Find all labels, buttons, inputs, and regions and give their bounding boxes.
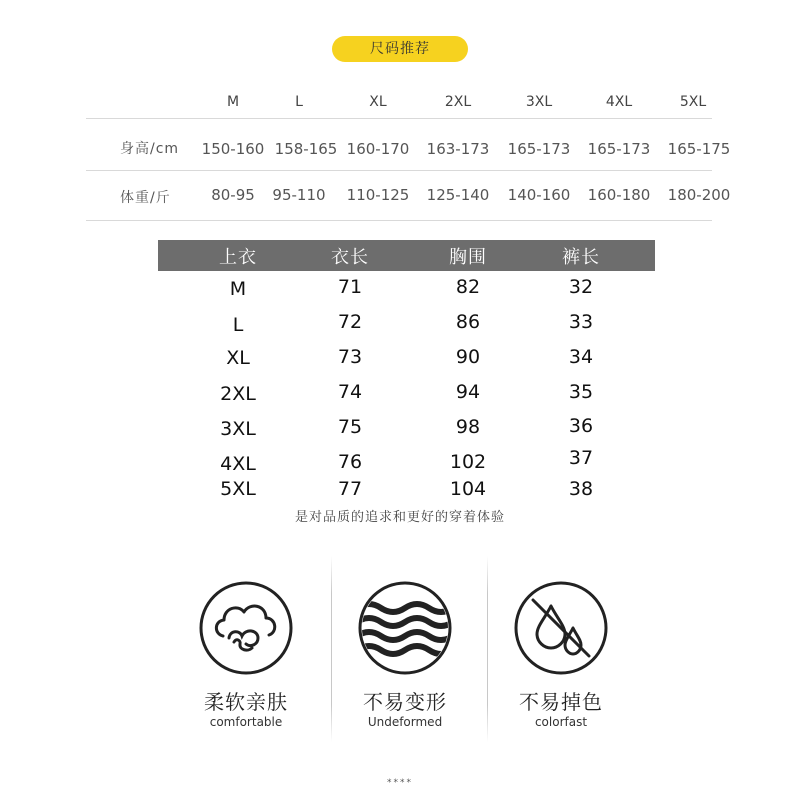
height-cell: 165-173 — [587, 140, 651, 158]
size-header-2xl: 2XL — [444, 94, 472, 110]
height-cell: 150-160 — [201, 140, 265, 158]
row-length: 72 — [337, 311, 363, 333]
row-pants: 36 — [568, 415, 594, 437]
row-pants: 32 — [568, 276, 594, 298]
feature-comfortable-en: comfortable — [209, 715, 283, 729]
row-size: 4XL — [220, 453, 256, 475]
header-pants: 裤长 — [562, 247, 600, 268]
height-cell: 158-165 — [274, 140, 338, 158]
row-size: M — [229, 278, 247, 300]
weight-cell: 180-200 — [667, 186, 731, 204]
row-length: 75 — [337, 416, 363, 438]
cloud-icon — [196, 578, 296, 678]
feature-divider — [331, 556, 332, 742]
footer-dots: **** — [387, 778, 413, 788]
size-header-l: L — [295, 94, 303, 110]
height-cell: 165-173 — [507, 140, 571, 158]
feature-colorfast-cn: 不易掉色 — [519, 690, 603, 714]
table-divider — [86, 170, 712, 171]
row-size: L — [232, 314, 244, 336]
weight-row-label: 体重/斤 — [120, 190, 171, 206]
feature-colorfast-en: colorfast — [534, 715, 588, 729]
row-chest: 86 — [455, 311, 481, 333]
weight-cell: 140-160 — [507, 186, 571, 204]
row-pants: 33 — [568, 311, 594, 333]
size-header-4xl: 4XL — [605, 94, 633, 110]
size-header-3xl: 3XL — [525, 94, 553, 110]
table-divider — [86, 118, 712, 119]
row-size: 5XL — [220, 478, 256, 500]
header-chest: 胸围 — [449, 247, 487, 268]
slogan-text: 是对品质的追求和更好的穿着体验 — [294, 510, 505, 525]
table-divider — [86, 220, 712, 221]
row-chest: 82 — [455, 276, 481, 298]
feature-undeformed-en: Undeformed — [367, 715, 443, 729]
height-row-label: 身高/cm — [120, 141, 180, 157]
weight-cell: 110-125 — [346, 186, 410, 204]
size-recommend-badge: 尺码推荐 — [332, 36, 468, 62]
row-pants: 38 — [568, 478, 594, 500]
row-length: 71 — [337, 276, 363, 298]
header-top: 上衣 — [219, 247, 257, 268]
height-cell: 160-170 — [346, 140, 410, 158]
feature-undeformed-cn: 不易变形 — [363, 690, 447, 714]
row-chest: 102 — [449, 451, 487, 473]
height-cell: 163-173 — [426, 140, 490, 158]
row-size: 2XL — [220, 383, 256, 405]
size-header-5xl: 5XL — [679, 94, 707, 110]
weight-cell: 125-140 — [426, 186, 490, 204]
size-header-xl: XL — [369, 94, 387, 110]
row-length: 76 — [337, 451, 363, 473]
no-water-drop-icon — [511, 578, 611, 678]
weight-cell: 160-180 — [587, 186, 651, 204]
row-length: 77 — [337, 478, 363, 500]
row-pants: 37 — [568, 447, 594, 469]
row-chest: 90 — [455, 346, 481, 368]
row-length: 73 — [337, 346, 363, 368]
weight-cell: 80-95 — [211, 186, 255, 204]
feature-divider — [487, 556, 488, 742]
waves-icon — [355, 578, 455, 678]
row-size: 3XL — [220, 418, 256, 440]
weight-cell: 95-110 — [272, 186, 326, 204]
row-chest: 98 — [455, 416, 481, 438]
row-length: 74 — [337, 381, 363, 403]
size-header-m: M — [226, 94, 240, 110]
feature-comfortable-cn: 柔软亲肤 — [204, 690, 288, 714]
row-chest: 94 — [455, 381, 481, 403]
height-cell: 165-175 — [667, 140, 731, 158]
row-chest: 104 — [449, 478, 487, 500]
header-length: 衣长 — [331, 247, 369, 268]
row-pants: 34 — [568, 346, 594, 368]
row-pants: 35 — [568, 381, 594, 403]
row-size: XL — [226, 347, 250, 369]
